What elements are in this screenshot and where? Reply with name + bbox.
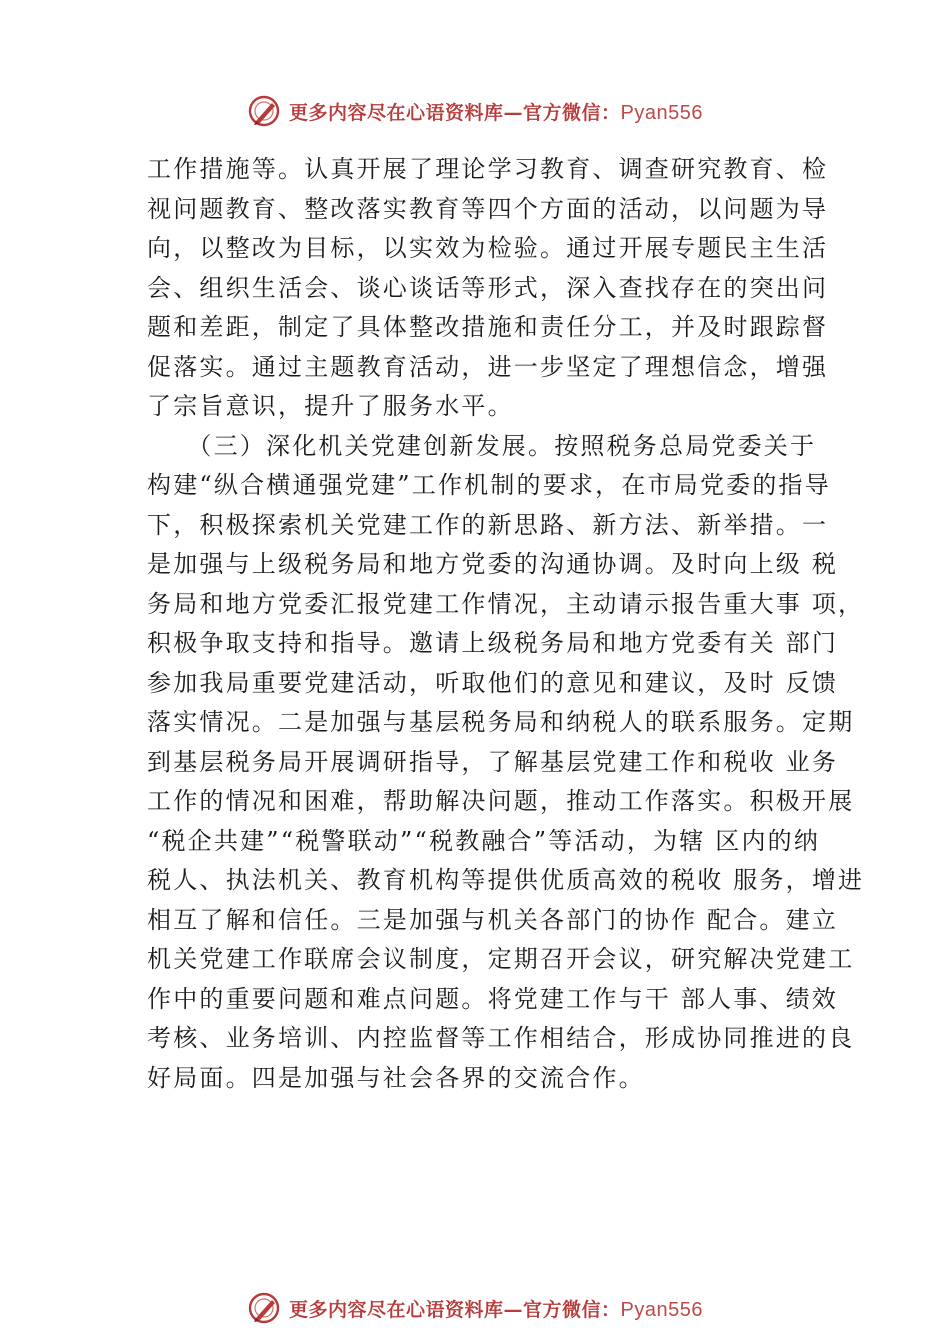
text-line: 相互了解和信任。三是加强与机关各部门的协作 配合。建立 <box>147 905 839 934</box>
text-line: 好局面。四是加强与社会各界的交流合作。 <box>147 1063 645 1092</box>
text-line: 是加强与上级税务局和地方党委的沟通协调。及时向上级 税 <box>147 550 839 578</box>
text-line: 了宗旨意识，提升了服务水平。 <box>147 392 514 420</box>
text-line: “税企共建”“税警联动”“税教融合”等活动，为辖 区内的纳 <box>147 826 821 855</box>
text-line: （三）深化机关党建创新发展。按照税务总局党委关于 <box>147 431 817 460</box>
pen-logo-icon <box>247 94 281 128</box>
text-line: 到基层税务局开展调研指导，了解基层党建工作和税收 业务 <box>147 747 839 776</box>
text-line: 视问题教育、整改落实教育等四个方面的活动，以问题为导 <box>147 194 829 223</box>
text-line: 参加我局重要党建活动，听取他们的意见和建议，及时 反馈 <box>147 668 839 697</box>
text-line: 会、组织生活会、谈心谈话等形式，深入查找存在的突出问 <box>147 273 829 302</box>
text-line: 机关党建工作联席会议制度，定期召开会议，研究解决党建工 <box>147 945 855 973</box>
watermark-text: 更多内容尽在心语资料库—官方微信：Pyan556 <box>289 101 703 124</box>
text-line: 考核、业务培训、内控监督等工作相结合，形成协同推进的良 <box>147 1024 855 1052</box>
text-line: 务局和地方党委汇报党建工作情况，主动请示报告重大事 项， <box>147 589 865 618</box>
text-line: 题和差距，制定了具体整改措施和责任分工，并及时跟踪督 <box>147 313 829 341</box>
text-line: 构建“纵合横通强党建”工作机制的要求，在市局党委的指导 <box>147 471 831 499</box>
pen-logo-icon <box>247 1291 281 1325</box>
header-watermark <box>0 94 950 128</box>
text-line: 下，积极探索机关党建工作的新思路、新方法、新举措。一 <box>147 510 829 539</box>
text-line: 工作措施等。认真开展了理论学习教育、调查研究教育、检 <box>147 155 829 183</box>
footer-watermark <box>0 1291 950 1325</box>
text-line: 促落实。通过主题教育活动，进一步坚定了理想信念，增强 <box>147 352 829 381</box>
text-line: 落实情况。二是加强与基层税务局和纳税人的联系服务。定期 <box>147 708 855 736</box>
text-line: 积极争取支持和指导。邀请上级税务局和地方党委有关 部门 <box>147 629 839 657</box>
text-line: 工作的情况和困难，帮助解决问题，推动工作落实。积极开展 <box>147 787 855 815</box>
watermark-text: 更多内容尽在心语资料库—官方微信：Pyan556 <box>289 1298 703 1321</box>
text-line: 向，以整改为目标，以实效为检验。通过开展专题民主生活 <box>147 234 829 262</box>
text-line: 作中的重要问题和难点问题。将党建工作与干 部人事、绩效 <box>147 984 839 1013</box>
document-body <box>147 150 865 1098</box>
text-line: 税人、执法机关、教育机构等提供优质高效的税收 服务，增进 <box>147 866 865 894</box>
